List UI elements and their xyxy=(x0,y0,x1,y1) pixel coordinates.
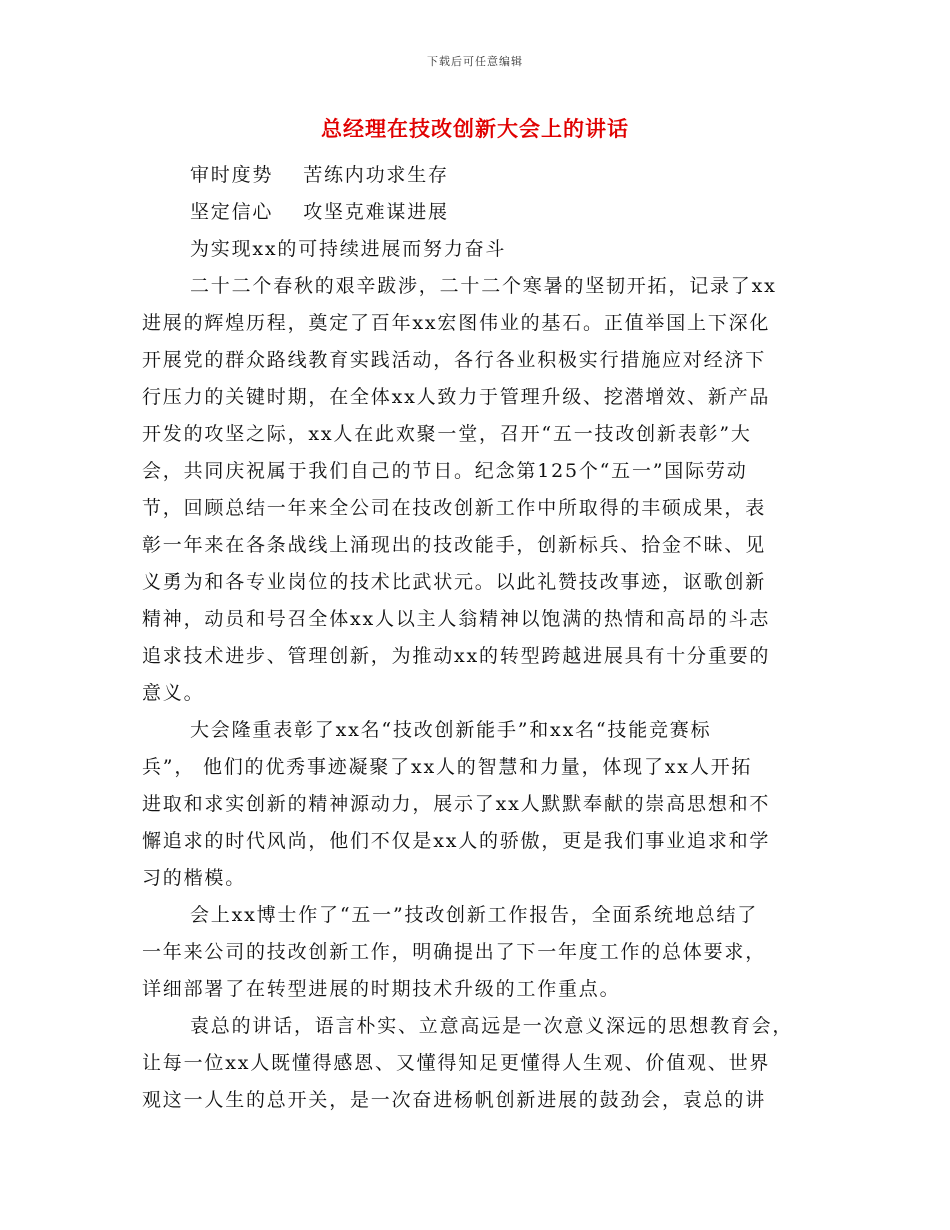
paragraph-line: 意义。 xyxy=(142,682,205,704)
paragraph-line: 会，共同庆祝属于我们自己的节日。纪念第125个“五一”国际劳动 xyxy=(142,460,748,482)
paragraph-line: 进展的辉煌历程，奠定了百年xx宏图伟业的基石。正值举国上下深化 xyxy=(142,312,771,334)
document-title: 总经理在技改创新大会上的讲话 xyxy=(321,116,629,141)
paragraph-line: 懈追求的时代风尚，他们不仅是xx人的骄傲，更是我们事业追求和学 xyxy=(142,830,771,852)
paragraph-line: 一年来公司的技改创新工作，明确提出了下一年度工作的总体要求， xyxy=(142,941,767,963)
paragraph-line: 让每一位xx人既懂得感恩、又懂得知足更懂得人生观、价值观、世界 xyxy=(142,1052,771,1074)
paragraph-line: 详细部署了在转型进展的时期技术升级的工作重点。 xyxy=(142,978,621,1000)
paragraph-line: 追求技术进步、管理创新，为推动xx的转型跨越进展具有十分重要的 xyxy=(142,645,771,667)
paragraph-line: 行压力的关键时期，在全体xx人致力于管理升级、挖潜增效、新产品 xyxy=(142,386,771,408)
slogan-part-b: 苦练内功求生存 xyxy=(303,164,449,186)
document-body xyxy=(142,157,806,1119)
slogan-part-b: 攻坚克难谋进展 xyxy=(303,201,449,223)
slogan-part-a: 坚定信心 xyxy=(190,201,274,223)
paragraph-line: 开发的攻坚之际，xx人在此欢聚一堂，召开“五一技改创新表彰”大 xyxy=(142,423,752,445)
paragraph-line: 大会隆重表彰了xx名“技改创新能手”和xx名“技能竞赛标 xyxy=(190,719,712,741)
paragraph-line: 精神，动员和号召全体xx人以主人翁精神以饱满的热情和高昂的斗志 xyxy=(142,608,771,630)
slogan-line xyxy=(142,157,806,194)
paragraph-line: 习的楷模。 xyxy=(142,867,247,889)
paragraph-line: 兵”， 他们的优秀事迹凝聚了xx人的智慧和力量，体现了xx人开拓 xyxy=(142,756,753,778)
paragraph-line: 义勇为和各专业岗位的技术比武状元。以此礼赞技改事迹，讴歌创新 xyxy=(142,571,767,593)
paragraph-line: 会上xx博士作了“五一”技改创新工作报告，全面系统地总结了 xyxy=(190,904,759,926)
paragraph-line: 二十二个春秋的艰辛跋涉，二十二个寒暑的坚韧开拓，记录了xx xyxy=(190,275,777,297)
paragraph-line: 彰一年来在各条战线上涌现出的技改能手，创新标兵、拾金不昧、见 xyxy=(142,534,767,556)
paragraph-line: 观这一人生的总开关，是一次奋进杨帆创新进展的鼓劲会，袁总的讲 xyxy=(142,1089,767,1111)
header-note: 下载后可任意编辑 xyxy=(427,55,523,68)
slogan-line xyxy=(142,194,806,231)
paragraph-line: 袁总的讲话，语言朴实、立意高远是一次意义深远的思想教育会， xyxy=(190,1015,794,1037)
paragraph-line: 为实现xx的可持续进展而努力奋斗 xyxy=(190,238,507,260)
slogan-part-a: 审时度势 xyxy=(190,164,274,186)
paragraph-line: 节，回顾总结一年来全公司在技改创新工作中所取得的丰硕成果，表 xyxy=(142,497,767,519)
paragraph-line: 进取和求实创新的精神源动力，展示了xx人默默奉献的崇高思想和不 xyxy=(142,793,771,815)
paragraph-line: 开展党的群众路线教育实践活动，各行各业积极实行措施应对经济下 xyxy=(142,349,767,371)
